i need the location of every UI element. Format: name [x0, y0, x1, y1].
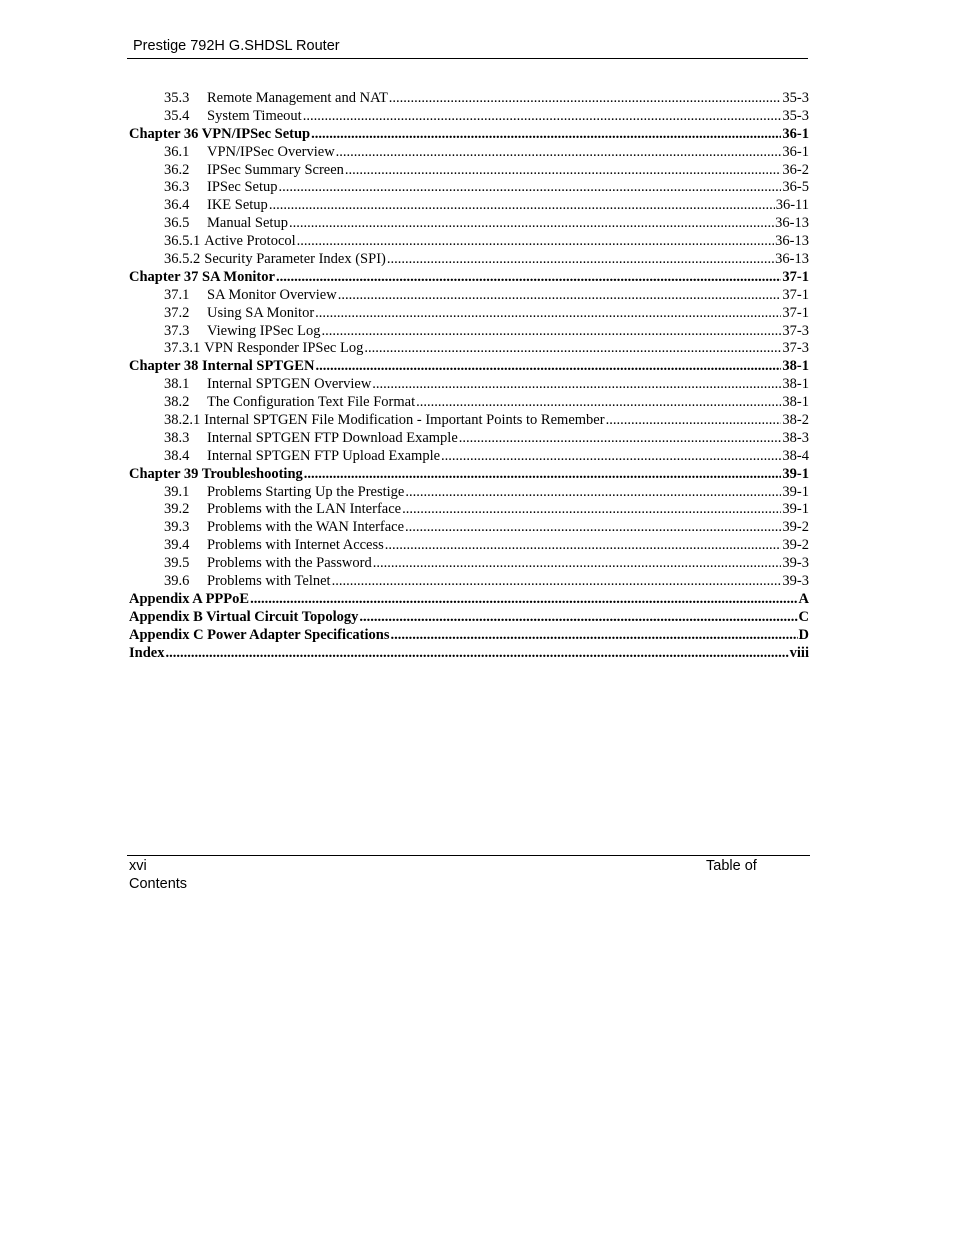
toc-dot-leader	[364, 340, 781, 358]
toc-dot-leader	[322, 323, 782, 341]
toc-section-entry[interactable]	[129, 537, 809, 555]
toc-entry-number: 36.4	[164, 197, 190, 214]
toc-entry-number: 38.1	[164, 376, 190, 393]
toc-entry-title: System Timeout	[207, 107, 302, 124]
toc-section-entry[interactable]	[129, 501, 809, 519]
toc-entry-page: C	[798, 608, 809, 625]
toc-section-entry[interactable]	[129, 90, 809, 108]
toc-entry-number: 39.3	[164, 519, 190, 536]
toc-entry-title: IPSec Summary Screen	[207, 161, 344, 178]
toc-dot-leader	[289, 215, 774, 233]
toc-entry-page: 36-2	[782, 161, 809, 178]
toc-entry-title: Problems with Internet Access	[207, 537, 384, 554]
toc-section-entry[interactable]	[129, 376, 809, 394]
toc-entry-number: 38.4	[164, 447, 190, 464]
toc-chapter-entry[interactable]	[129, 358, 809, 376]
toc-dot-leader	[332, 573, 782, 591]
toc-section-entry[interactable]	[129, 215, 809, 233]
toc-entry-title: Internal SPTGEN FTP Upload Example	[207, 447, 441, 464]
toc-entry-page: 36-1	[782, 125, 809, 142]
toc-entry-title: Remote Management and NAT	[207, 90, 388, 106]
toc-entry-page: 36-5	[782, 179, 809, 196]
footer-section-label: Contents	[129, 876, 188, 892]
running-header-title: Prestige 792H G.SHDSL Router	[133, 38, 340, 54]
toc-entry-title: Index	[129, 644, 165, 661]
toc-dot-leader	[387, 251, 774, 269]
toc-section-entry[interactable]	[129, 484, 809, 502]
toc-entry-title: Appendix C Power Adapter Specifications	[129, 626, 390, 643]
toc-entry-page: 36-11	[775, 197, 809, 214]
toc-entry-title: Chapter 39 Troubleshooting	[129, 465, 303, 482]
toc-entry-page: 38-4	[782, 447, 809, 464]
toc-dot-leader	[389, 90, 782, 108]
toc-dot-leader	[311, 126, 781, 144]
toc-entry-title: Using SA Monitor	[207, 304, 315, 321]
toc-entry-title: Internal SPTGEN File Modification - Important Points to Remember	[204, 412, 605, 429]
toc-dot-leader	[359, 609, 797, 627]
toc-chapter-entry[interactable]	[129, 466, 809, 484]
toc-subsection-entry[interactable]	[129, 340, 809, 358]
toc-section-entry[interactable]	[129, 287, 809, 305]
footer-page-number: xvi	[129, 858, 147, 874]
toc-entry-number: 38.3	[164, 429, 190, 446]
toc-entry-page: 38-3	[782, 429, 809, 446]
toc-entry-page: D	[798, 626, 809, 643]
toc-entry-page: A	[798, 590, 809, 607]
toc-dot-leader	[315, 305, 781, 323]
toc-entry-page: viii	[789, 644, 809, 661]
toc-entry-page: 36-13	[775, 233, 809, 250]
toc-entry-title: Internal SPTGEN Overview	[207, 376, 372, 393]
header-divider	[127, 58, 808, 59]
toc-entry-title: VPN Responder IPSec Log	[204, 340, 364, 357]
toc-chapter-entry[interactable]	[129, 627, 809, 645]
toc-entry-page: 37-1	[782, 286, 809, 303]
toc-entry-title: Problems Starting Up the Prestige	[207, 483, 405, 500]
toc-entry-title: Active Protocol	[204, 233, 296, 250]
toc-entry-page: 37-3	[782, 340, 809, 357]
toc-entry-title: VPN/IPSec Overview	[207, 143, 335, 160]
toc-dot-leader	[345, 162, 781, 180]
toc-entry-title: SA Monitor Overview	[207, 286, 337, 303]
toc-entry-number: 37.1	[164, 286, 190, 303]
toc-entry-page: 35-3	[782, 90, 809, 106]
toc-entry-title: Security Parameter Index (SPI)	[204, 251, 386, 268]
toc-section-entry[interactable]	[129, 108, 809, 126]
toc-entry-number: 36.1	[164, 143, 190, 160]
toc-dot-leader	[315, 358, 781, 376]
toc-entry-page: 38-2	[782, 412, 809, 429]
toc-entry-title: Problems with the WAN Interface	[207, 519, 405, 536]
toc-entry-title: Chapter 36 VPN/IPSec Setup	[129, 125, 311, 142]
toc-entry-number: 38.2	[164, 394, 190, 411]
toc-entry-number: 37.3	[164, 322, 190, 339]
toc-chapter-entry[interactable]	[129, 645, 809, 663]
toc-dot-leader	[459, 430, 782, 448]
toc-dot-leader	[276, 269, 781, 287]
toc-dot-leader	[269, 197, 775, 215]
toc-section-entry[interactable]	[129, 144, 809, 162]
toc-dot-leader	[405, 519, 781, 537]
toc-section-entry[interactable]	[129, 179, 809, 197]
toc-entry-title: IKE Setup	[207, 197, 268, 214]
toc-section-entry[interactable]	[129, 448, 809, 466]
toc-entry-number: 36.5	[164, 215, 190, 232]
toc-entry-title: IPSec Setup	[207, 179, 278, 196]
toc-subsection-entry[interactable]	[129, 412, 809, 430]
toc-entry-number: 36.5.1	[164, 233, 201, 250]
toc-entry-title: Manual Setup	[207, 215, 288, 232]
toc-dot-leader	[297, 233, 774, 251]
toc-entry-title: Problems with the LAN Interface	[207, 501, 402, 518]
toc-entry-title: Appendix B Virtual Circuit Topology	[129, 608, 359, 625]
footer-divider	[127, 855, 810, 856]
toc-entry-page: 39-1	[782, 501, 809, 518]
toc-section-entry[interactable]	[129, 519, 809, 537]
toc-entry-number: 38.2.1	[164, 412, 201, 429]
toc-entry-title: Viewing IPSec Log	[207, 322, 321, 339]
toc-entry-number: 39.1	[164, 483, 190, 500]
footer-left	[129, 857, 209, 893]
toc-entry-page: 39-3	[782, 555, 809, 572]
toc-entry-title: Chapter 37 SA Monitor	[129, 268, 275, 285]
toc-dot-leader	[250, 591, 797, 609]
toc-dot-leader	[336, 144, 782, 162]
toc-entry-page: 39-1	[782, 483, 809, 500]
toc-entry-page: 35-3	[782, 107, 809, 124]
toc-dot-leader	[373, 555, 782, 573]
toc-chapter-entry[interactable]	[129, 126, 809, 144]
toc-entry-title: Appendix A PPPoE	[129, 590, 250, 607]
toc-chapter-entry[interactable]	[129, 269, 809, 287]
footer-section-title: Table of	[706, 858, 757, 874]
toc-entry-page: 38-1	[782, 394, 809, 411]
toc-entry-number: 39.4	[164, 537, 190, 554]
toc-entry-page: 37-3	[782, 322, 809, 339]
toc-entry-page: 39-3	[782, 573, 809, 590]
toc-dot-leader	[304, 466, 782, 484]
toc-dot-leader	[165, 645, 788, 663]
toc-entry-title: Problems with the Password	[207, 555, 372, 572]
toc-dot-leader	[372, 376, 781, 394]
toc-entry-number: 36.2	[164, 161, 190, 178]
toc-section-entry[interactable]	[129, 573, 809, 591]
toc-entry-number: 37.3.1	[164, 340, 201, 357]
toc-entry-page: 39-2	[782, 519, 809, 536]
toc-entry-page: 36-1	[782, 143, 809, 160]
toc-entry-number: 35.3	[164, 90, 190, 106]
toc-entry-number: 39.6	[164, 573, 190, 590]
toc-dot-leader	[390, 627, 797, 645]
toc-section-entry[interactable]	[129, 323, 809, 341]
toc-dot-leader	[606, 412, 782, 430]
toc-section-entry[interactable]	[129, 197, 809, 215]
toc-dot-leader	[441, 448, 781, 466]
toc-entry-page: 37-1	[782, 268, 809, 285]
toc-section-entry[interactable]	[129, 430, 809, 448]
toc-section-entry[interactable]	[129, 162, 809, 180]
toc-dot-leader	[338, 287, 782, 305]
toc-entry-title: Problems with Telnet	[207, 573, 331, 590]
toc-entry-number: 39.5	[164, 555, 190, 572]
toc-entry-page: 39-1	[782, 465, 809, 482]
toc-dot-leader	[416, 394, 781, 412]
toc-entry-title: The Configuration Text File Format	[207, 394, 416, 411]
toc-entry-page: 36-13	[775, 251, 809, 268]
toc-entry-page: 38-1	[782, 358, 809, 375]
toc-entry-page: 38-1	[782, 376, 809, 393]
toc-entry-page: 37-1	[782, 304, 809, 321]
toc-chapter-entry[interactable]	[129, 591, 809, 609]
toc-entry-page: 39-2	[782, 537, 809, 554]
toc-dot-leader	[278, 179, 781, 197]
toc-entry-page: 36-13	[775, 215, 809, 232]
toc-entry-number: 39.2	[164, 501, 190, 518]
toc-section-entry[interactable]	[129, 394, 809, 412]
toc-entry-number: 35.4	[164, 107, 190, 124]
toc-dot-leader	[303, 108, 782, 126]
toc-subsection-entry[interactable]	[129, 251, 809, 269]
toc-entry-number: 36.3	[164, 179, 190, 196]
toc-chapter-entry[interactable]	[129, 609, 809, 627]
toc-section-entry[interactable]	[129, 555, 809, 573]
toc-subsection-entry[interactable]	[129, 233, 809, 251]
toc-entry-title: Chapter 38 Internal SPTGEN	[129, 358, 315, 375]
toc-dot-leader	[402, 501, 781, 519]
toc-entry-number: 36.5.2	[164, 251, 201, 268]
table-of-contents	[129, 90, 809, 663]
toc-entry-number: 37.2	[164, 304, 190, 321]
toc-dot-leader	[405, 484, 781, 502]
toc-entry-title: Internal SPTGEN FTP Download Example	[207, 429, 458, 446]
toc-dot-leader	[385, 537, 782, 555]
toc-section-entry[interactable]	[129, 305, 809, 323]
